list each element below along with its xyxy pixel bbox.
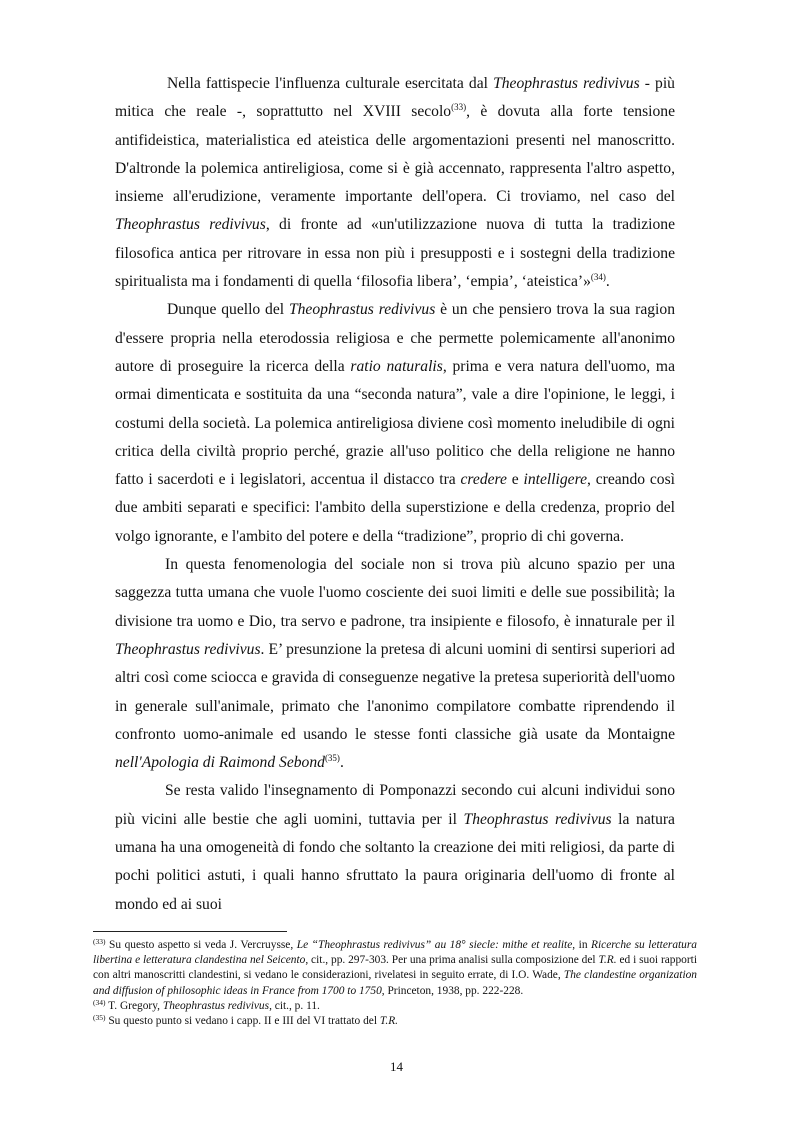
text-run: , di fronte ad «un'utilizzazione nuova di tutta la tradizione filosofica antica per ritrovare in essa non più i presupposti e i sostegni della tradizione spiritualista ma i fondamenti di quella ‘filosofia libera’, ‘empia’, ‘ateistica’» bbox=[115, 216, 675, 291]
paragraph bbox=[115, 296, 675, 551]
text-run: Dunque quello del bbox=[167, 301, 289, 319]
italic-text: T.R. bbox=[379, 1015, 399, 1028]
text-run: , Princeton, 1938, pp. 222-228. bbox=[381, 984, 524, 997]
italic-text: Theophrastus redivivus bbox=[288, 301, 436, 319]
text-run: , è dovuta alla forte tensione antifideistica, materialistica ed ateistica delle argomentazioni presenti nel manoscritto. D'altronde la polemica antireligiosa, come si è già accennato, rappresenta l'altro aspetto, insieme all'erudizione, veramente importante dell'opera. Ci troviamo, nel caso del bbox=[115, 103, 675, 206]
italic-text: Theophrastus redivivus bbox=[162, 999, 270, 1012]
body-text bbox=[115, 70, 675, 919]
italic-text: Theophrastus redivivus bbox=[493, 75, 640, 92]
page-number: 14 bbox=[390, 1059, 403, 1074]
text-run: . E’ presunzione la pretesa di alcuni uomini di sentirsi superiori ad altri così come sciocca e gravida di conseguenze negative la pretesa superiorità dell'uomo in generale sull'animale, primato che l'anonimo compilatore combatte riprendendo il confronto uomo-animale ed usando le stesse fonti classiche già usate da Montaigne bbox=[115, 640, 675, 743]
italic-text: The clandestine organization and diffusion of philosophic ideas in France from 1700 to 1750 bbox=[93, 969, 697, 997]
footnote bbox=[93, 938, 697, 999]
text-run: Su questo aspetto si veda J. Vercruysse, bbox=[105, 939, 297, 951]
footnote-marker: (34) bbox=[93, 997, 106, 1007]
footnote-marker: (33) bbox=[93, 937, 106, 946]
italic-text: Ricerche su letteratura libertina e letteratura clandestina nel Seicento bbox=[93, 939, 698, 967]
italic-text: Le “Theophrastus redivivus” au 18° siecle: mithe et realite bbox=[296, 939, 573, 951]
italic-text: intelligere bbox=[523, 471, 588, 489]
text-run: ed i suoi rapporti con altri manoscritti clandestini, si vedano le considerazioni, rivelatesi in seguito errate, di I.O. Wade, bbox=[93, 954, 698, 982]
text-run: . bbox=[605, 273, 610, 291]
paragraph bbox=[115, 70, 675, 296]
paragraph bbox=[115, 777, 675, 918]
text-run: - più mitica che reale -, soprattutto nel XVIII secolo bbox=[115, 75, 675, 121]
text-run: è un che pensiero trova la sua ragion d'essere propria nella eterodossia religiosa e che permette polemicamente all'anonimo autore di proseguire la ricerca della bbox=[115, 301, 675, 375]
footnote-separator bbox=[93, 931, 287, 932]
text-run: . bbox=[339, 754, 344, 772]
text-run: Se resta valido l'insegnamento di Pomponazzi secondo cui alcuni individui sono più vicini alle bestie che agli uomini, tuttavia per il bbox=[115, 782, 675, 828]
text-run: T. Gregory, bbox=[105, 999, 163, 1012]
footnote-marker: (33) bbox=[451, 102, 467, 113]
italic-text: nell'Apologia di Raimond Sebond bbox=[115, 754, 325, 772]
italic-text: ratio naturalis bbox=[350, 357, 443, 375]
paragraph bbox=[115, 551, 675, 777]
text-run: , creando così due ambiti separati e specifici: l'ambito della superstizione e della credenza, proprio del volgo ignorante, e l'ambito del potere e della “tradizione”, proprio di chi governa. bbox=[115, 471, 675, 545]
text-run: In questa fenomenologia del sociale non si trova più alcuno spazio per una saggezza tutta umana che vuole l'uomo cosciente dei suoi limiti e delle sue possibilità; la divisione tra uomo e Dio, tra servo e padrone, tra insipiente e filosofo, è innaturale per il bbox=[115, 556, 675, 630]
text-run: la natura umana ha una omogeneità di fondo che soltanto la creazione dei miti religiosi, da parte di pochi politici astuti, i quali hanno sfruttato la paura originaria dell'uomo di fronte al mondo ed ai suoi bbox=[115, 810, 675, 913]
text-run: e bbox=[506, 471, 524, 489]
footnotes bbox=[93, 938, 697, 1029]
text-run: , cit., p. 11. bbox=[269, 999, 320, 1012]
italic-text: Theophrastus redivivus bbox=[115, 640, 261, 658]
text-run: , cit., pp. 297-303. Per una prima analisi sulla composizione del bbox=[305, 954, 599, 967]
footnote bbox=[93, 1014, 697, 1029]
footnote-marker: (35) bbox=[93, 1013, 106, 1023]
italic-text: credere bbox=[460, 471, 507, 489]
footnote bbox=[93, 999, 697, 1014]
text-run: , prima e vera natura dell'uomo, ma ormai dimenticata e sostituita da una “seconda natura”, vale a dire l'opinione, le leggi, i costumi della società. La polemica antireligiosa diviene così momento ineludibile di ogni critica della civiltà proprio perché, grazie all'uso politico che della religione ne hanno fatto i sacerdoti e i legislatori, accentua il distacco tra bbox=[115, 357, 675, 489]
text-run: Su questo punto si vedano i capp. II e III del VI trattato del bbox=[105, 1015, 380, 1028]
footnote-marker: (35) bbox=[324, 753, 340, 764]
text-run: Nella fattispecie l'influenza culturale esercitata dal bbox=[167, 75, 494, 92]
text-run: , in bbox=[572, 939, 592, 951]
italic-text: T.R. bbox=[598, 954, 617, 967]
italic-text: Theophrastus redivivus bbox=[463, 810, 612, 828]
footnote-marker: (34) bbox=[590, 272, 606, 283]
italic-text: Theophrastus redivivus bbox=[115, 216, 266, 234]
